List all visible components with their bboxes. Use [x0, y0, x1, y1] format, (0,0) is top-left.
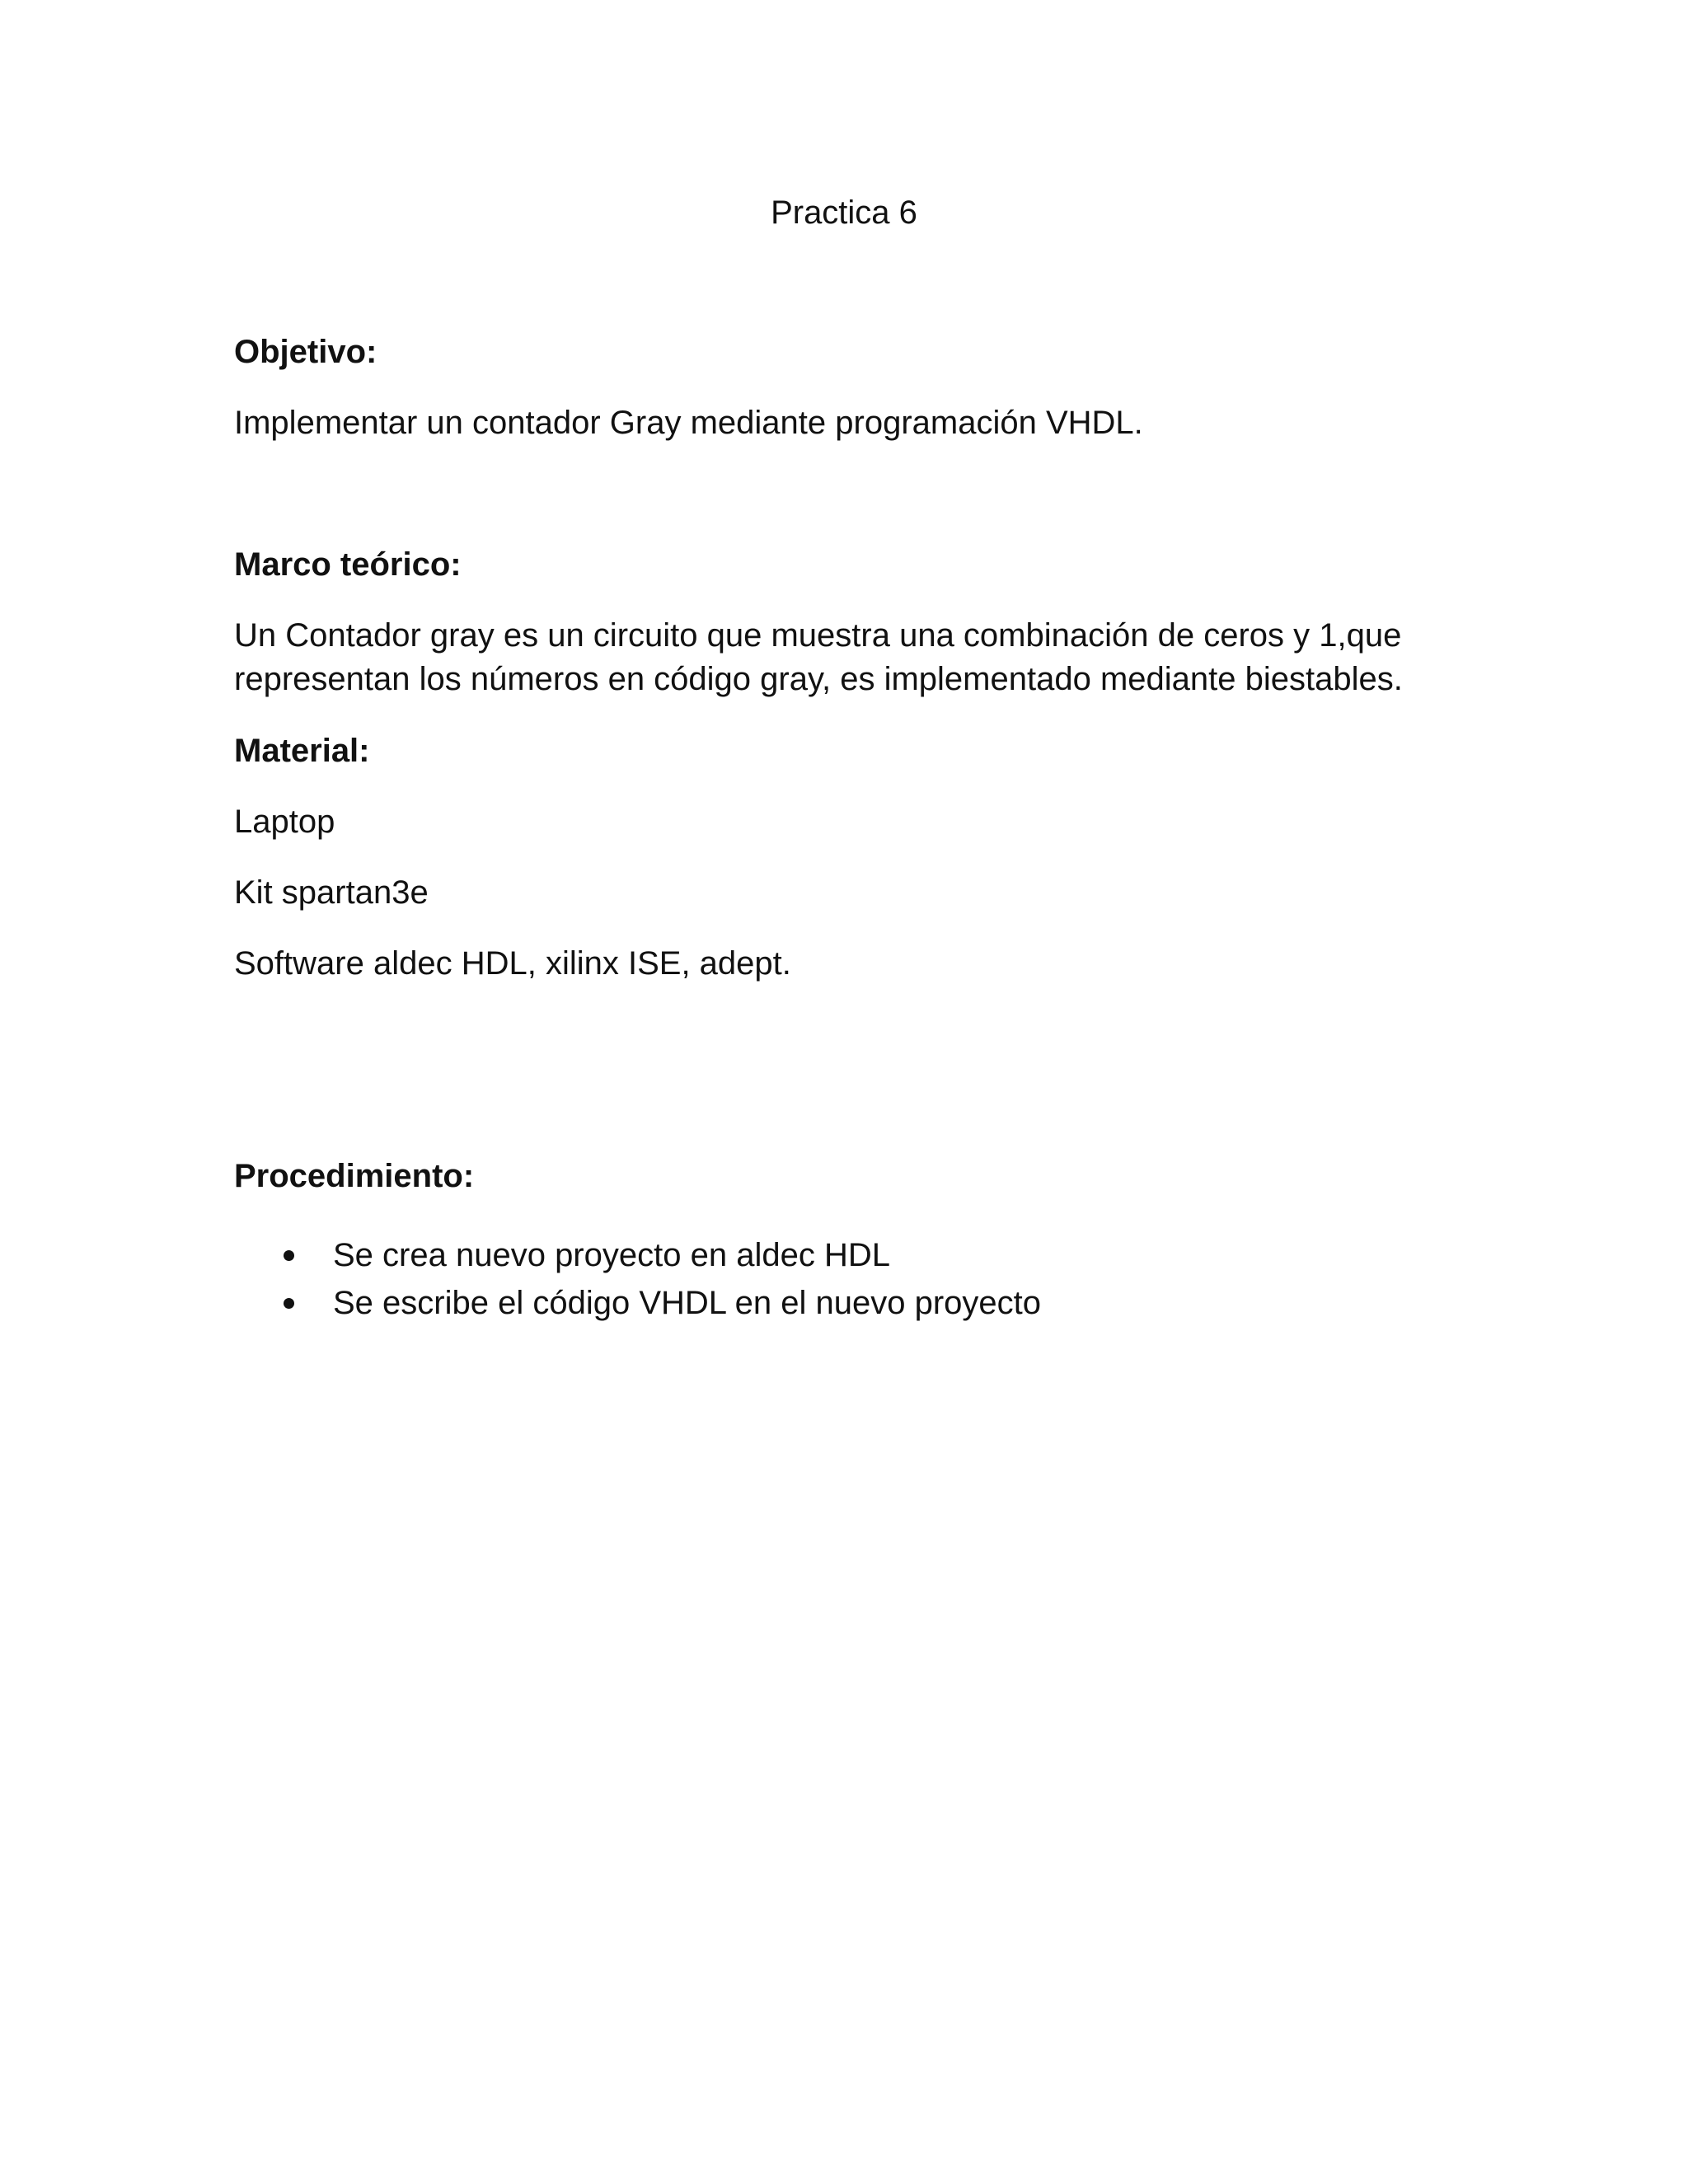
objetivo-heading: Objetivo:	[234, 334, 377, 370]
procedimiento-list	[234, 1231, 1041, 1327]
document-title: Practica 6	[771, 194, 917, 231]
marco-teorico-line-2: representan los números en código gray, es implementado mediante biestables.	[234, 661, 1403, 697]
marco-teorico-heading: Marco teórico:	[234, 546, 462, 583]
material-item: Kit spartan3e	[234, 874, 429, 911]
marco-teorico-line-1: Un Contador gray es un circuito que muestra una combinación de ceros y 1,que	[234, 617, 1402, 654]
bullet-icon	[284, 1298, 294, 1309]
bullet-icon	[284, 1250, 294, 1261]
list-item	[234, 1231, 1041, 1279]
material-heading: Material:	[234, 733, 370, 769]
material-item: Software aldec HDL, xilinx ISE, adept.	[234, 945, 791, 982]
procedimiento-step-text: Se escribe el código VHDL en el nuevo proyecto	[333, 1285, 1042, 1321]
objetivo-text: Implementar un contador Gray mediante programación VHDL.	[234, 405, 1143, 441]
procedimiento-heading: Procedimiento:	[234, 1158, 475, 1194]
material-item: Laptop	[234, 804, 335, 840]
list-item	[234, 1279, 1041, 1327]
procedimiento-step-text: Se crea nuevo proyecto en aldec HDL	[333, 1237, 890, 1273]
